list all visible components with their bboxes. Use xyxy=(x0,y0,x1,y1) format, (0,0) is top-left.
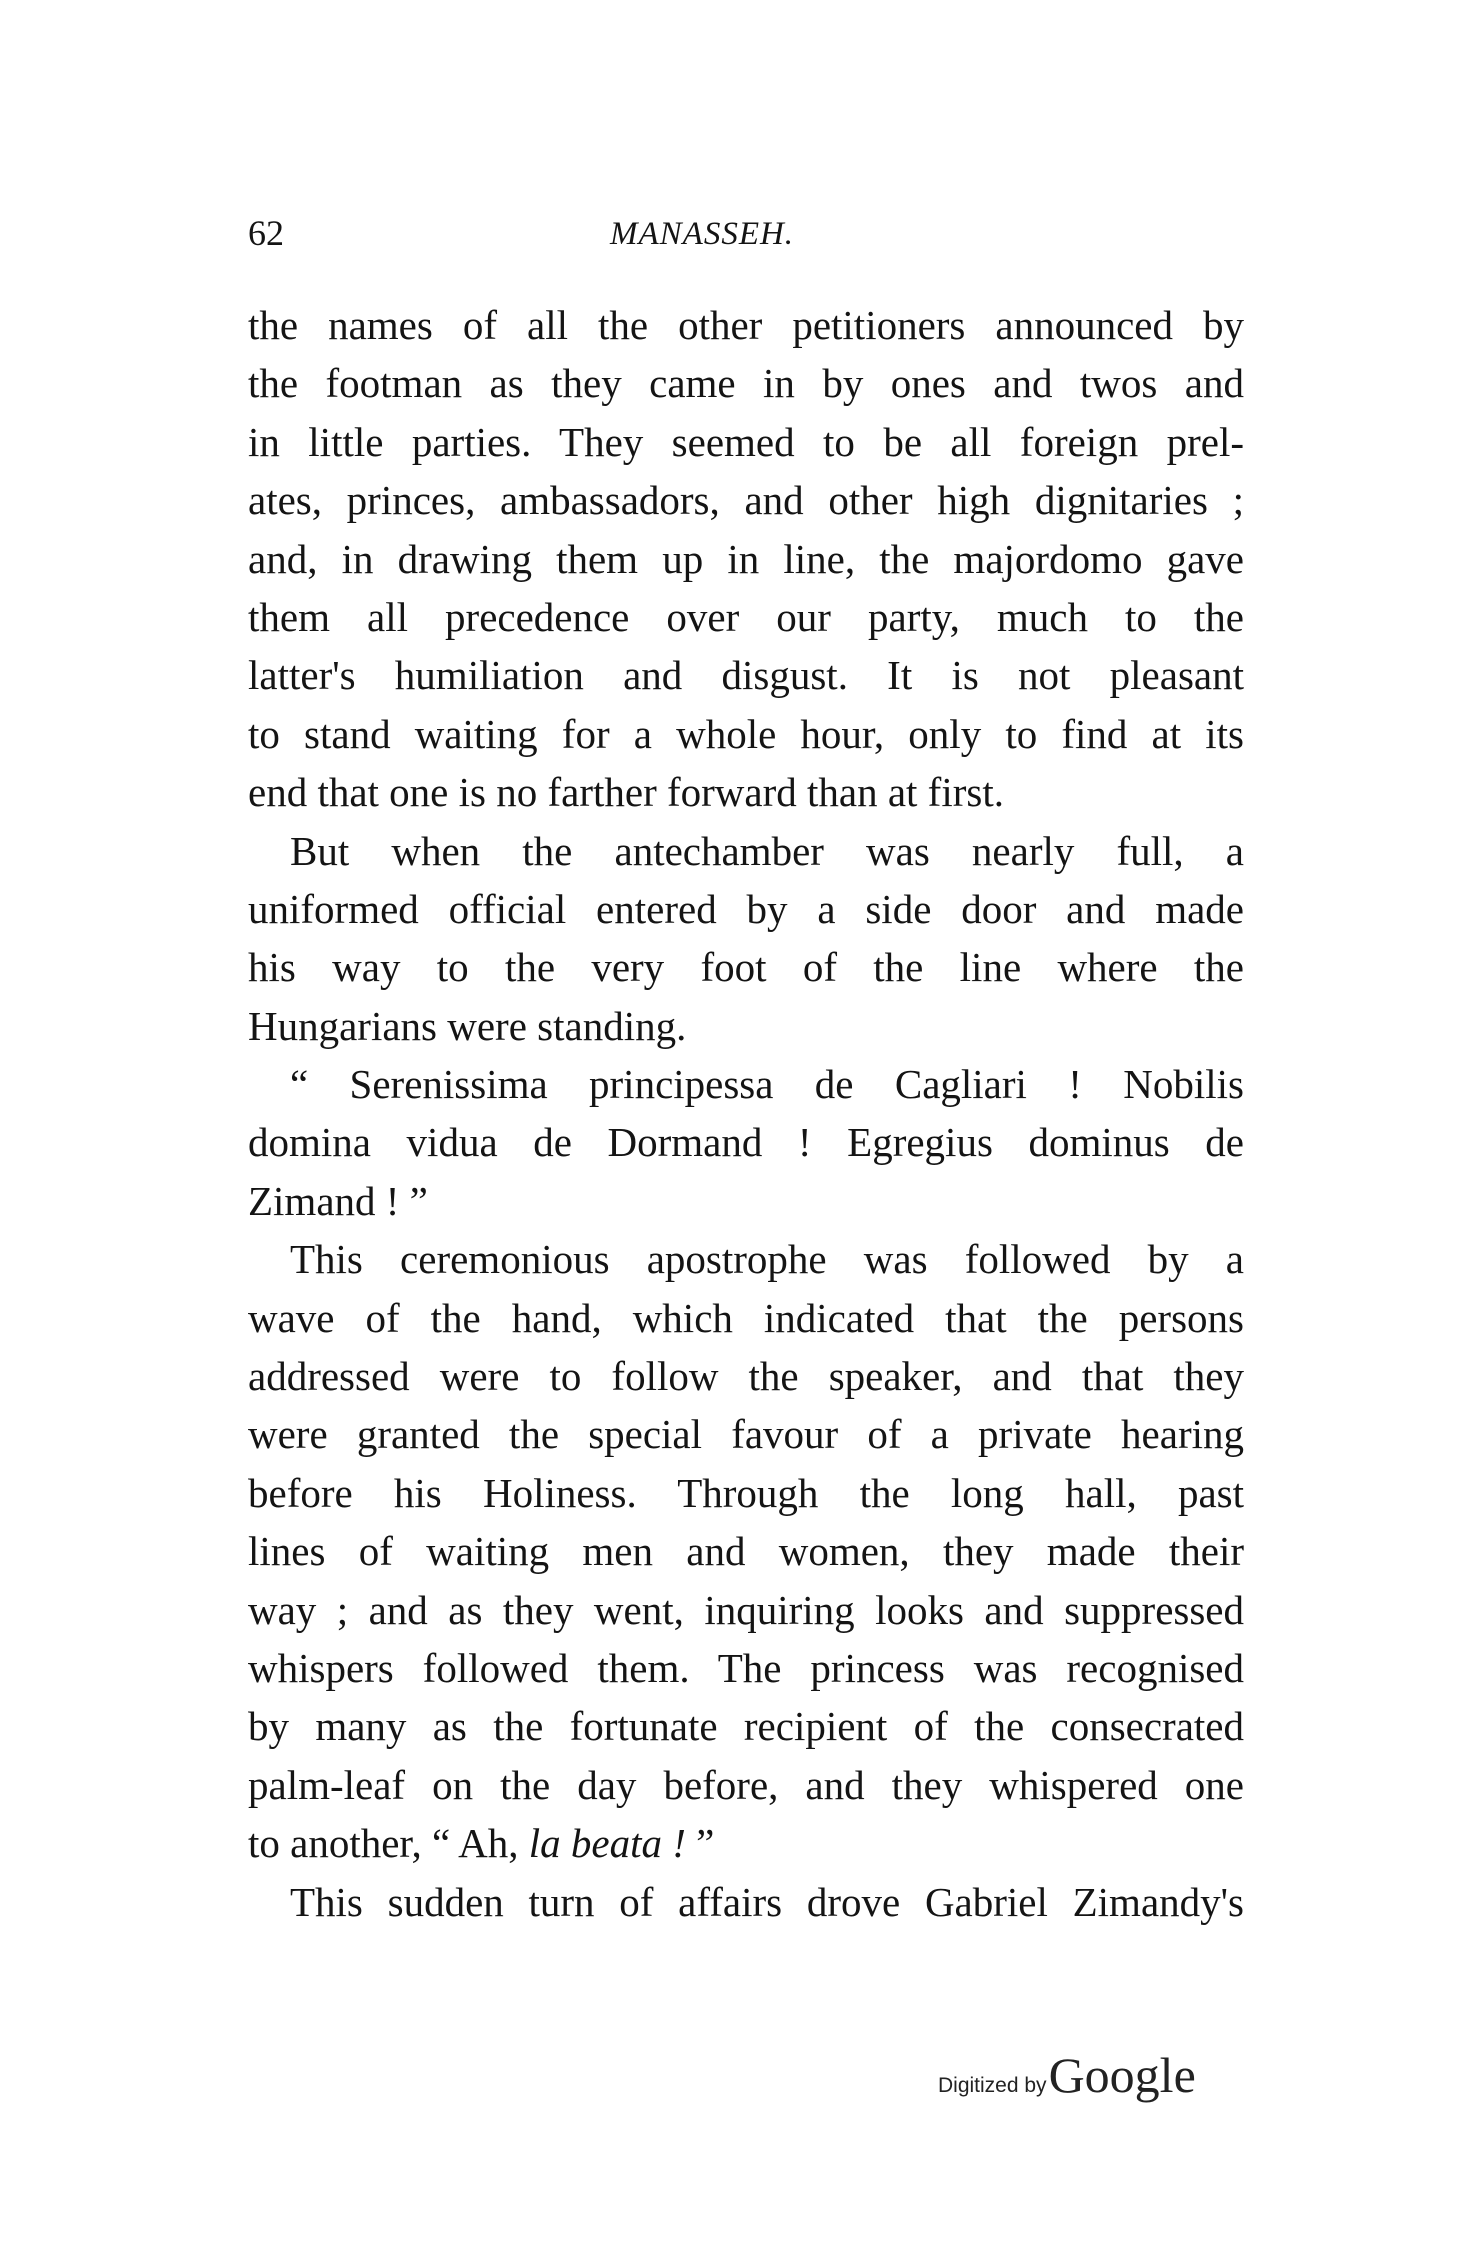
body-text xyxy=(248,296,1244,1931)
text-line: domina vidua de Dormand ! Egregius dominus de xyxy=(248,1119,1244,1166)
text-line xyxy=(248,1814,1244,1872)
text-line: ates, princes, ambassadors, and other high dignitaries ; xyxy=(248,477,1244,524)
text-line: This ceremonious apostrophe was followed by a xyxy=(290,1236,1244,1283)
running-title: MANASSEH. xyxy=(610,216,795,252)
italic-phrase: la beata ! xyxy=(528,1820,686,1867)
text-line: addressed were to follow the speaker, and that they xyxy=(248,1353,1244,1400)
text-fragment: ” xyxy=(685,1820,715,1867)
google-wordmark: Google xyxy=(1048,2047,1196,2103)
text-line: Hungarians were standing. xyxy=(248,1002,687,1049)
page-number: 62 xyxy=(248,213,284,253)
text-line: the footman as they came in by ones and twos and xyxy=(248,360,1244,407)
text-line: were granted the special favour of a private hearing xyxy=(248,1411,1244,1458)
text-line: uniformed official entered by a side door and made xyxy=(248,885,1244,932)
text-line: “ Serenissima principessa de Cagliari ! Nobilis xyxy=(290,1061,1244,1108)
text-line: in little parties. They seemed to be all foreign prel- xyxy=(248,418,1244,465)
text-line: and, in drawing them up in line, the majordomo gave xyxy=(248,535,1244,582)
text-line: end that one is no farther forward than at first. xyxy=(248,769,1004,816)
text-line: his way to the very foot of the line where the xyxy=(248,944,1244,991)
text-line: the names of all the other petitioners announced by xyxy=(248,302,1244,348)
text-line: by many as the fortunate recipient of the consecrated xyxy=(248,1703,1244,1750)
text-line: before his Holiness. Through the long hall, past xyxy=(248,1469,1244,1516)
text-line: latter's humiliation and disgust. It is not pleasant xyxy=(248,652,1244,699)
text-line: Zimand ! ” xyxy=(248,1177,428,1224)
digitized-label: Digitized by xyxy=(938,2074,1047,2097)
page-header xyxy=(248,212,1248,262)
text-line: But when the antechamber was nearly full, a xyxy=(290,827,1244,874)
text-line: palm-leaf on the day before, and they whispered one xyxy=(248,1761,1244,1808)
text-line: way ; and as they went, inquiring looks and suppressed xyxy=(248,1586,1244,1633)
text-line: whispers followed them. The princess was recognised xyxy=(248,1644,1244,1691)
digitization-watermark xyxy=(938,2046,1258,2116)
text-line: lines of waiting men and women, they made their xyxy=(248,1528,1244,1575)
text-fragment: to another, “ Ah, xyxy=(248,1820,529,1867)
text-line: them all precedence over our party, much to the xyxy=(248,593,1244,640)
text-line: wave of the hand, which indicated that the persons xyxy=(248,1294,1244,1341)
text-line: This sudden turn of affairs drove Gabriel Zimandy's xyxy=(290,1878,1244,1925)
text-line: to stand waiting for a whole hour, only to find at its xyxy=(248,710,1244,757)
